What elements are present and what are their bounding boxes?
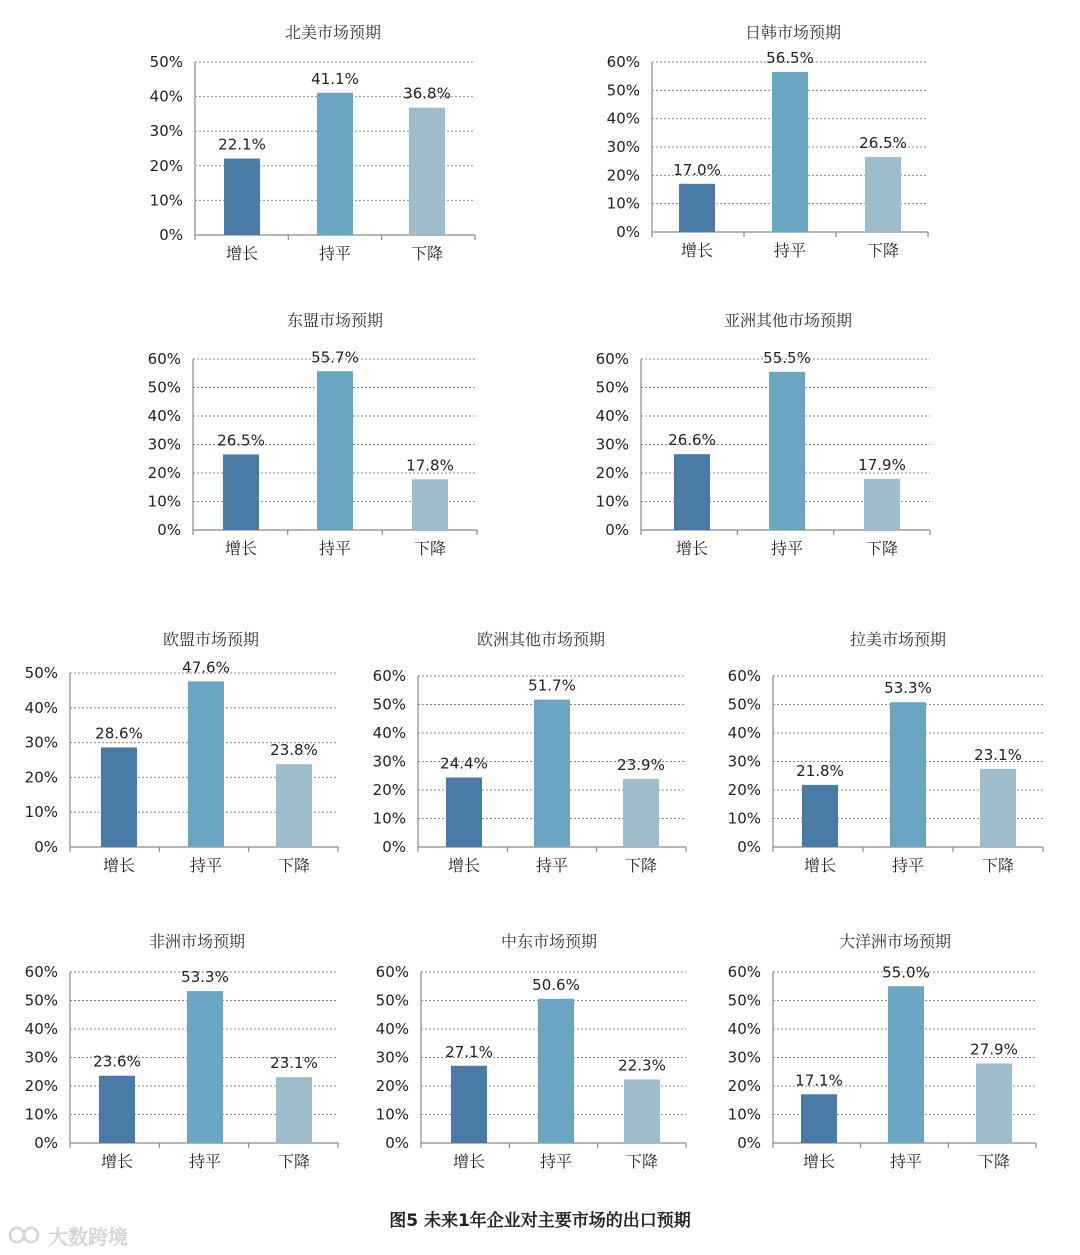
category-label: 增长 xyxy=(680,241,714,260)
y-tick-label: 50% xyxy=(24,664,58,682)
data-label: 28.6% xyxy=(95,724,143,743)
y-tick-label: 40% xyxy=(727,1020,761,1038)
y-tick-label: 0% xyxy=(605,521,629,539)
chart-panel-eu xyxy=(20,620,380,910)
chart-svg xyxy=(149,10,550,300)
y-tick-label: 60% xyxy=(375,963,409,981)
category-label: 下降 xyxy=(277,1152,311,1171)
y-tick-label: 0% xyxy=(34,1134,58,1152)
y-tick-label: 40% xyxy=(595,407,629,425)
chart-title: 中东市场预期 xyxy=(500,932,598,951)
category-label: 增长 xyxy=(225,244,259,263)
bar-flat xyxy=(888,986,924,1143)
category-label: 下降 xyxy=(277,856,311,875)
bar-down xyxy=(865,157,901,232)
y-tick-label: 20% xyxy=(149,156,183,175)
chart-title: 东盟市场预期 xyxy=(286,311,384,330)
category-label: 下降 xyxy=(625,1152,659,1171)
y-tick-label: 40% xyxy=(24,1020,58,1038)
bar-flat xyxy=(534,700,570,847)
data-label: 17.0% xyxy=(673,160,721,179)
chart-svg xyxy=(590,10,950,300)
chart-title: 欧洲其他市场预期 xyxy=(476,630,606,649)
data-label: 21.8% xyxy=(796,761,844,780)
chart-panel-oceania xyxy=(715,920,1075,1210)
bar-down xyxy=(409,108,445,235)
category-label: 持平 xyxy=(773,241,807,260)
data-label: 22.1% xyxy=(218,135,266,154)
category-label: 下降 xyxy=(410,244,444,263)
y-tick-label: 30% xyxy=(727,1048,761,1067)
y-tick-label: 30% xyxy=(24,733,58,752)
bar-flat xyxy=(317,93,353,235)
bar-down xyxy=(276,1077,312,1143)
y-tick-label: 30% xyxy=(595,435,629,454)
y-tick-label: 40% xyxy=(149,87,183,106)
data-label: 53.3% xyxy=(181,968,229,987)
bar-grow xyxy=(802,785,838,847)
y-tick-label: 50% xyxy=(375,991,409,1010)
y-tick-label: 10% xyxy=(24,1105,58,1124)
bar-grow xyxy=(674,454,710,530)
y-tick-label: 30% xyxy=(375,1048,409,1067)
watermark xyxy=(8,1222,128,1248)
bar-down xyxy=(276,764,312,847)
y-tick-label: 20% xyxy=(24,768,58,787)
y-tick-label: 60% xyxy=(595,350,629,368)
bar-grow xyxy=(224,159,260,235)
chart-svg xyxy=(360,620,720,910)
y-tick-label: 20% xyxy=(147,464,181,482)
y-tick-label: 0% xyxy=(157,521,181,539)
data-label: 24.4% xyxy=(440,754,488,773)
y-tick-label: 40% xyxy=(606,109,640,128)
chart-panel-other-europe xyxy=(360,620,720,910)
y-tick-label: 50% xyxy=(606,81,640,100)
y-tick-label: 20% xyxy=(727,781,761,799)
chart-title: 日韩市场预期 xyxy=(744,23,842,42)
y-tick-label: 30% xyxy=(149,122,183,141)
bar-grow xyxy=(451,1066,487,1143)
y-tick-label: 60% xyxy=(727,667,761,685)
category-label: 持平 xyxy=(770,539,804,558)
data-label: 47.6% xyxy=(182,658,230,677)
category-label: 下降 xyxy=(624,856,658,875)
y-tick-label: 20% xyxy=(372,781,406,799)
category-label: 增长 xyxy=(447,856,481,875)
bar-flat xyxy=(769,372,805,530)
category-label: 持平 xyxy=(188,1152,222,1171)
chart-title: 拉美市场预期 xyxy=(849,630,947,649)
category-label: 持平 xyxy=(535,856,569,875)
bar-grow xyxy=(99,1076,135,1143)
bar-flat xyxy=(538,999,574,1143)
y-tick-label: 50% xyxy=(24,991,58,1010)
y-tick-label: 20% xyxy=(595,464,629,482)
y-tick-label: 40% xyxy=(727,724,761,742)
bar-grow xyxy=(801,1094,837,1143)
y-tick-label: 0% xyxy=(382,838,406,856)
chart-svg xyxy=(715,620,1075,910)
data-label: 23.6% xyxy=(93,1052,141,1071)
y-tick-label: 40% xyxy=(375,1020,409,1038)
chart-svg xyxy=(585,300,945,590)
data-label: 17.1% xyxy=(795,1071,843,1090)
y-tick-label: 50% xyxy=(149,53,183,71)
y-tick-label: 60% xyxy=(606,53,640,71)
chart-panel-japan-korea xyxy=(590,10,950,300)
y-tick-label: 10% xyxy=(372,809,406,828)
bar-flat xyxy=(890,702,926,847)
chart-svg xyxy=(715,920,1075,1210)
y-tick-label: 0% xyxy=(737,1134,761,1152)
chart-title: 非洲市场预期 xyxy=(148,932,246,951)
bar-flat xyxy=(187,991,223,1143)
data-label: 55.7% xyxy=(311,348,359,367)
category-label: 增长 xyxy=(224,539,258,558)
y-tick-label: 10% xyxy=(727,1105,761,1124)
watermark-logo-icon xyxy=(8,1224,42,1246)
y-tick-label: 20% xyxy=(606,166,640,185)
data-label: 41.1% xyxy=(311,69,359,88)
chart-svg xyxy=(130,300,490,590)
data-label: 55.5% xyxy=(763,348,811,367)
y-tick-label: 60% xyxy=(24,963,58,981)
chart-svg xyxy=(20,620,380,910)
data-label: 27.9% xyxy=(970,1040,1018,1059)
category-label: 下降 xyxy=(413,539,447,558)
y-tick-label: 60% xyxy=(727,963,761,981)
y-tick-label: 20% xyxy=(24,1077,58,1095)
bar-flat xyxy=(772,72,808,232)
y-tick-label: 10% xyxy=(595,492,629,511)
data-label: 50.6% xyxy=(532,975,580,994)
y-tick-label: 50% xyxy=(727,991,761,1010)
data-label: 17.9% xyxy=(858,455,906,474)
y-tick-label: 30% xyxy=(147,435,181,454)
chart-svg xyxy=(20,920,380,1210)
y-tick-label: 10% xyxy=(149,191,183,210)
category-label: 增长 xyxy=(803,856,837,875)
chart-title: 北美市场预期 xyxy=(284,23,382,42)
chart-panel-north-america xyxy=(149,10,550,300)
data-label: 22.3% xyxy=(618,1056,666,1075)
y-tick-label: 50% xyxy=(727,695,761,714)
y-tick-label: 30% xyxy=(606,138,640,156)
bar-flat xyxy=(188,681,224,847)
y-tick-label: 10% xyxy=(24,803,58,822)
y-tick-label: 10% xyxy=(375,1105,409,1124)
bar-down xyxy=(976,1063,1012,1143)
bar-grow xyxy=(446,777,482,847)
y-tick-label: 20% xyxy=(375,1077,409,1095)
y-tick-label: 20% xyxy=(727,1077,761,1095)
bar-down xyxy=(624,1079,660,1143)
y-tick-label: 30% xyxy=(372,752,406,771)
chart-panel-asean xyxy=(130,300,490,590)
category-label: 增长 xyxy=(100,1152,134,1171)
data-label: 26.6% xyxy=(668,431,716,450)
chart-panel-africa xyxy=(20,920,380,1210)
bar-grow xyxy=(223,454,259,530)
category-label: 下降 xyxy=(865,539,899,558)
data-label: 23.1% xyxy=(270,1054,318,1073)
category-label: 下降 xyxy=(981,856,1015,875)
y-tick-label: 0% xyxy=(737,838,761,856)
y-tick-label: 50% xyxy=(147,378,181,397)
data-label: 36.8% xyxy=(403,84,451,103)
category-label: 下降 xyxy=(977,1152,1011,1171)
watermark-text: 大数跨境 xyxy=(48,1224,128,1249)
chart-title: 欧盟市场预期 xyxy=(162,630,260,649)
category-label: 增长 xyxy=(102,856,136,875)
y-tick-label: 30% xyxy=(24,1048,58,1067)
data-label: 27.1% xyxy=(445,1042,493,1061)
data-label: 51.7% xyxy=(528,676,576,695)
chart-title: 大洋洲市场预期 xyxy=(838,932,952,951)
data-label: 26.5% xyxy=(217,431,265,450)
bar-down xyxy=(412,479,448,530)
category-label: 下降 xyxy=(866,241,900,260)
data-label: 23.9% xyxy=(617,755,665,774)
y-tick-label: 0% xyxy=(616,223,640,241)
category-label: 增长 xyxy=(675,539,709,558)
data-label: 23.8% xyxy=(270,741,318,760)
data-label: 26.5% xyxy=(859,133,907,152)
category-label: 增长 xyxy=(802,1152,836,1171)
chart-panel-middle-east xyxy=(360,920,720,1210)
data-label: 17.8% xyxy=(406,456,454,475)
y-tick-label: 40% xyxy=(147,407,181,425)
y-tick-label: 0% xyxy=(34,838,58,856)
data-label: 53.3% xyxy=(884,679,932,698)
y-tick-label: 0% xyxy=(159,226,183,244)
y-tick-label: 60% xyxy=(372,667,406,685)
category-label: 增长 xyxy=(452,1152,486,1171)
y-tick-label: 40% xyxy=(24,698,58,717)
bar-grow xyxy=(679,184,715,232)
bar-flat xyxy=(317,371,353,530)
category-label: 持平 xyxy=(318,539,352,558)
bar-grow xyxy=(101,747,137,847)
figure-caption: 图5 未来1年企业对主要市场的出口预期 xyxy=(389,1211,691,1231)
chart-panel-latin-america xyxy=(715,620,1075,910)
bar-down xyxy=(623,779,659,847)
category-label: 持平 xyxy=(189,856,223,875)
chart-panel-other-asia xyxy=(585,300,945,590)
y-tick-label: 30% xyxy=(727,752,761,771)
y-tick-label: 40% xyxy=(372,724,406,742)
data-label: 55.0% xyxy=(882,963,930,982)
y-tick-label: 10% xyxy=(727,809,761,828)
y-tick-label: 0% xyxy=(385,1134,409,1152)
chart-svg xyxy=(360,920,720,1210)
data-label: 23.1% xyxy=(974,745,1022,764)
category-label: 持平 xyxy=(318,244,352,263)
data-label: 56.5% xyxy=(766,48,814,67)
category-label: 持平 xyxy=(889,1152,923,1171)
y-tick-label: 10% xyxy=(147,492,181,511)
bar-down xyxy=(864,479,900,530)
category-label: 持平 xyxy=(891,856,925,875)
y-tick-label: 60% xyxy=(147,350,181,368)
category-label: 持平 xyxy=(539,1152,573,1171)
y-tick-label: 50% xyxy=(372,695,406,714)
y-tick-label: 10% xyxy=(606,194,640,213)
y-tick-label: 50% xyxy=(595,378,629,397)
bar-down xyxy=(980,769,1016,847)
chart-title: 亚洲其他市场预期 xyxy=(723,311,853,330)
